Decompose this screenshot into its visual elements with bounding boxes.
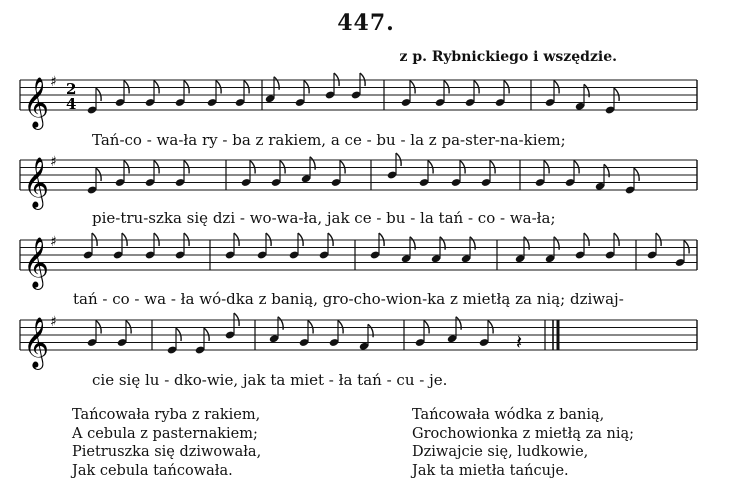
sharp-icon: ♯ — [50, 74, 57, 90]
verse-left-line: Pietruszka się dziwowała, — [72, 444, 262, 460]
source-note: z p. Rybnickiego i wszędzie. — [399, 49, 617, 65]
verse-right-line: Jak ta mietła tańcuje. — [412, 462, 569, 479]
lyrics-line-1: Tań-co - wa-ła ry - ba z rakiem, a ce - bu - la z pa-ster-na-kiem; — [92, 131, 566, 149]
page-number: 447. — [337, 10, 395, 36]
sharp-icon: ♯ — [50, 154, 57, 170]
lyrics-line-4: cie się lu - dko-wie, jak ta miet - ła tań - cu - je. — [92, 371, 448, 389]
quarter-rest-icon: 𝄽 — [516, 330, 523, 354]
treble-clef-icon: 𝄞 — [23, 317, 50, 368]
verse-right-line: Grochowionka z mietłą za nią; — [412, 425, 634, 442]
treble-clef-icon: 𝄞 — [23, 77, 50, 128]
verse-right-line: Dziwajcie się, ludkowie, — [412, 444, 589, 460]
lyrics-line-3: tań - co - wa - ła wó-dka z banią, gro-cho-wion-ka z mietłą za nią; dziwaj- — [73, 290, 624, 308]
verse-right — [412, 406, 634, 480]
treble-clef-icon: 𝄞 — [23, 157, 50, 208]
lyrics-line-2: pie-tru-szka się dzi - wo-wa-ła, jak ce - bu - la tań - co - wa-ła; — [92, 209, 556, 227]
verse-left-line: A cebula z pasternakiem; — [72, 425, 258, 442]
time-signature-top: 2 — [66, 80, 77, 98]
verse-left — [72, 406, 261, 480]
verse-left-line: Tańcowała ryba z rakiem, — [72, 407, 261, 423]
verse-left-line: Jak cebula tańcowała. — [72, 462, 233, 479]
sharp-icon: ♯ — [50, 234, 57, 250]
treble-clef-icon: 𝄞 — [23, 237, 50, 288]
time-signature-bottom: 4 — [66, 95, 77, 113]
sharp-icon: ♯ — [50, 314, 57, 330]
verse-right-line: Tańcowała wódka z banią, — [412, 407, 605, 423]
